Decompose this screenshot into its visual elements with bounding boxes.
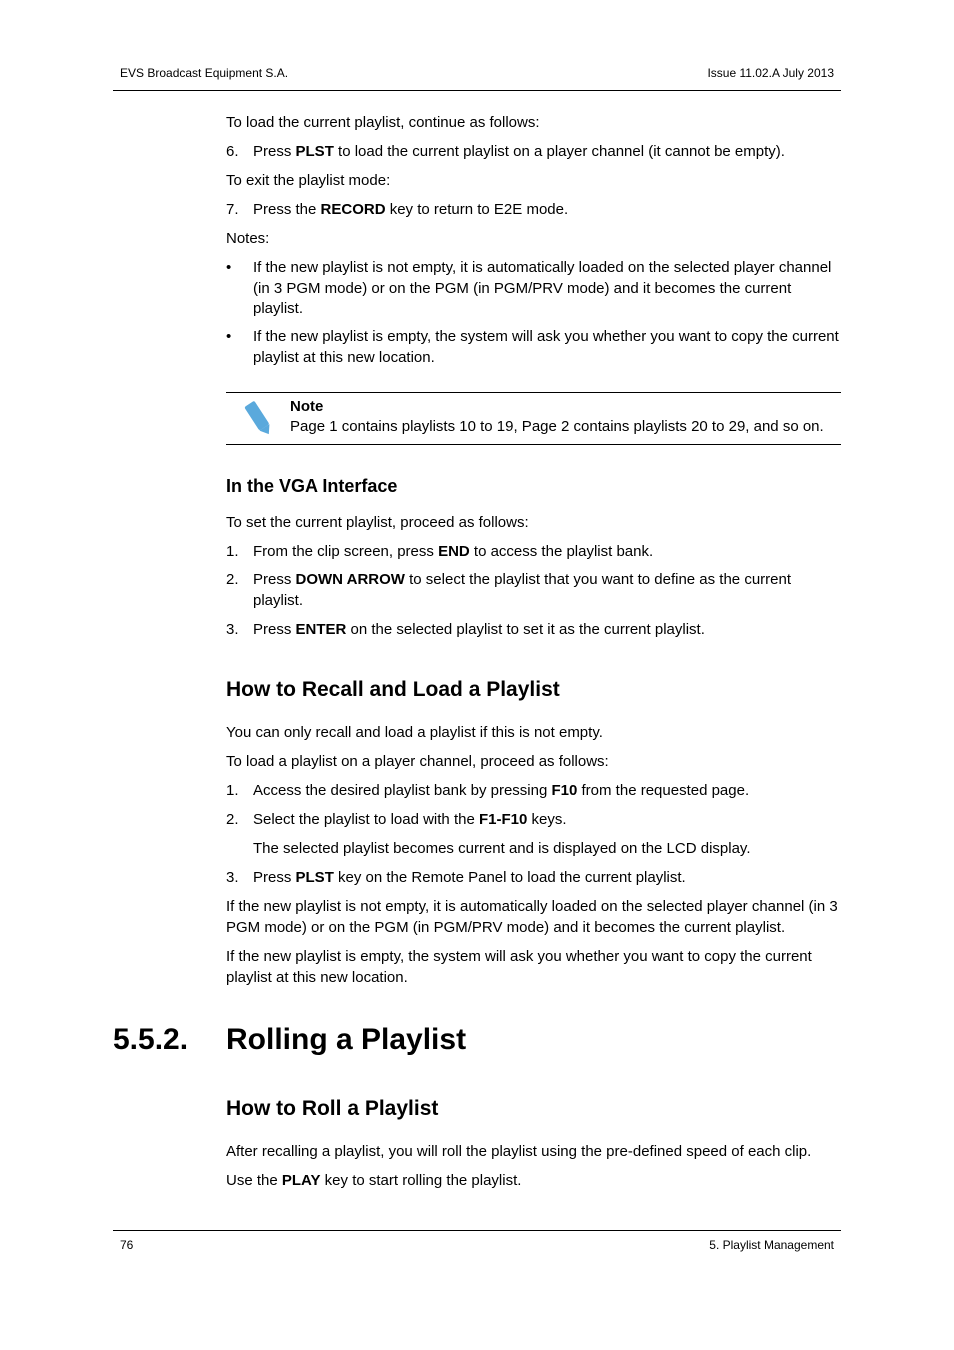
note-top-rule: [226, 392, 841, 393]
paragraph-exit-mode: To exit the playlist mode:: [226, 172, 391, 189]
page-footer: [120, 1238, 834, 1252]
step-number: 6.: [226, 143, 239, 160]
recall-step-2: Select the playlist to load with the F1-F10 keys.: [253, 811, 567, 828]
paragraph-recall-2: To load a playlist on a player channel, proceed as follows:: [226, 753, 609, 770]
paragraph-vga-intro: To set the current playlist, proceed as follows:: [226, 514, 529, 531]
paragraph-roll-1: After recalling a playlist, you will roll the playlist using the pre-defined speed of each clip.: [226, 1143, 812, 1160]
step-number: 7.: [226, 201, 239, 218]
key-label: END: [438, 543, 470, 560]
pencil-icon: [244, 400, 274, 438]
page-header: [120, 66, 834, 80]
notes-label: Notes:: [226, 230, 270, 247]
key-label: DOWN ARROW: [295, 571, 405, 588]
bullet-item: If the new playlist is not empty, it is automatically loaded on the selected player channel (in 3 PGM mode) or on the PGM (in PGM/PRV mode) and it becomes the current playlist.: [253, 259, 832, 317]
key-label: PLAY: [281, 1172, 321, 1189]
vga-step-2: Press DOWN ARROW to select the playlist that you want to define as the current playlist.: [253, 571, 792, 609]
step-number: 2.: [226, 811, 239, 828]
footer-rule: [113, 1230, 841, 1231]
section-title-rolling: Rolling a Playlist: [226, 1023, 467, 1056]
bullet-marker: •: [226, 328, 232, 345]
recall-step-2-result: The selected playlist becomes current and is displayed on the LCD display.: [253, 840, 751, 857]
section-number: 5.5.2.: [113, 1023, 189, 1056]
note-bottom-rule: [226, 444, 841, 445]
step-number: 3.: [226, 869, 239, 886]
paragraph-recall-4: If the new playlist is empty, the system will ask you whether you want to copy the current playlist at this new location.: [226, 948, 812, 986]
paragraph-recall-1: You can only recall and load a playlist if this is not empty.: [226, 724, 603, 741]
header-issue: Issue 11.02.A July 2013: [707, 66, 834, 80]
vga-step-3: Press ENTER on the selected playlist to set it as the current playlist.: [253, 621, 705, 638]
paragraph-load-current: To load the current playlist, continue as follows:: [226, 114, 540, 131]
step-6: Press PLST to load the current playlist on a player channel (it cannot be empty).: [253, 143, 785, 160]
recall-step-3: Press PLST key on the Remote Panel to load the current playlist.: [253, 869, 686, 886]
paragraph-recall-3: If the new playlist is not empty, it is automatically loaded on the selected player channel (in 3 PGM mode) or on the PGM (in PGM/PRV mode) and it becomes the current playlist.: [226, 898, 838, 936]
section-heading-vga: In the VGA Interface: [226, 476, 398, 496]
key-label: PLST: [295, 869, 334, 886]
paragraph-roll-2: Use the PLAY key to start rolling the playlist.: [226, 1172, 522, 1189]
step-number: 1.: [226, 782, 239, 799]
footer-chapter: 5. Playlist Management: [709, 1238, 834, 1252]
vga-step-1: From the clip screen, press END to access the playlist bank.: [253, 543, 654, 560]
step-number: 1.: [226, 543, 239, 560]
key-label: F10: [551, 782, 578, 799]
key-label: F1-F10: [478, 811, 528, 828]
step-7: Press the RECORD key to return to E2E mode.: [253, 201, 569, 218]
bullet-marker: •: [226, 259, 232, 276]
header-rule: [113, 90, 841, 91]
key-label: RECORD: [320, 201, 386, 218]
section-heading-recall: How to Recall and Load a Playlist: [226, 678, 560, 701]
note-text: Page 1 contains playlists 10 to 19, Page 2 contains playlists 20 to 29, and so on.: [290, 418, 824, 435]
step-number: 2.: [226, 571, 239, 588]
note-title: Note: [290, 398, 324, 415]
recall-step-1: Access the desired playlist bank by pressing F10 from the requested page.: [253, 782, 750, 799]
key-label: ENTER: [295, 621, 347, 638]
header-company: EVS Broadcast Equipment S.A.: [120, 66, 289, 80]
page-number: 76: [120, 1238, 134, 1252]
step-number: 3.: [226, 621, 239, 638]
key-label: PLST: [295, 143, 334, 160]
section-heading-roll: How to Roll a Playlist: [226, 1097, 439, 1120]
bullet-item: If the new playlist is empty, the system will ask you whether you want to copy the current playlist at this new location.: [253, 328, 839, 366]
